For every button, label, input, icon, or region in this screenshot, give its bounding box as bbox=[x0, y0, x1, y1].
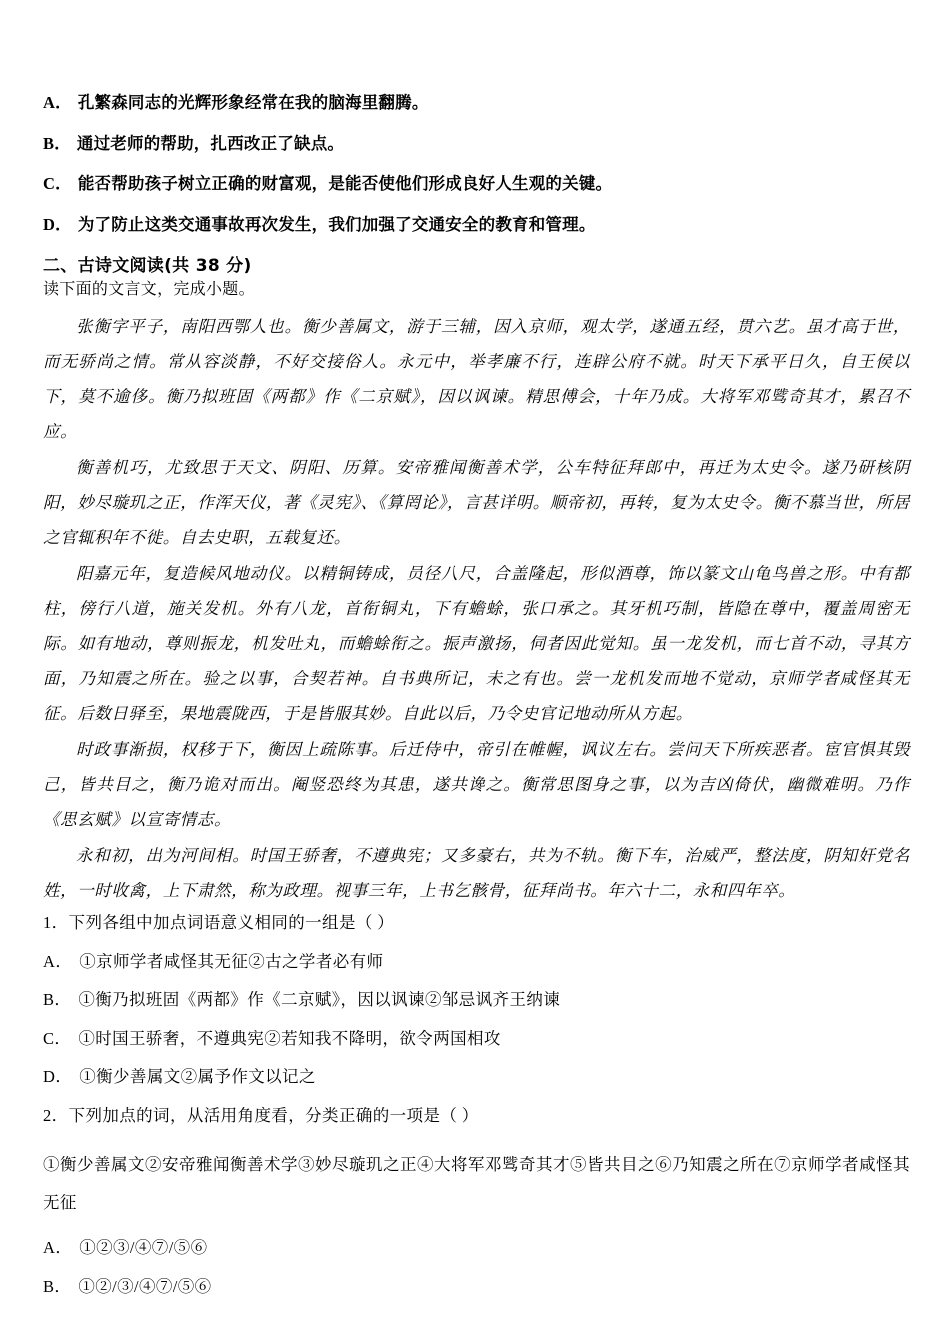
question-1 bbox=[43, 915, 910, 1086]
choice-option-d[interactable] bbox=[43, 214, 910, 234]
q2-option-a-marker: A． bbox=[43, 1238, 73, 1258]
q1-option-b-text: ①衡乃拟班固《两都》作《二京赋》，因以讽谏②邹忌讽齐王纳谏 bbox=[78, 990, 561, 1010]
question-2-option-b[interactable] bbox=[43, 1276, 910, 1296]
passage-paragraph-4: 时政事渐损，权移于下，衡因上疏陈事。后迁侍中，帝引在帷幄，讽议左右。尝问天下所疾恶者。宦官惧其毁己，皆共目之，衡乃诡对而出。阉竖恐终为其患，遂共谗之。衡常思图身之事，以为吉凶倚伏，幽微难明。乃作《思玄赋》以宣寄情志。 bbox=[43, 740, 910, 830]
q1-option-d-text: ①衡少善属文②属予作文以记之 bbox=[79, 1067, 316, 1087]
choice-a-text: 孔繁森同志的光辉形象经常在我的脑海里翻腾。 bbox=[77, 93, 429, 112]
passage-paragraph-3: 阳嘉元年，复造候风地动仪。以精铜铸成，员径八尺，合盖隆起，形似酒尊，饰以篆文山龟鸟兽之形。中有都柱，傍行八道，施关发机。外有八龙，首衔铜丸，下有蟾蜍，张口承之。其牙机巧制，皆隐在尊中，覆盖周密无际。如有地动，尊则振龙，机发吐丸，而蟾蜍衔之。振声激扬，伺者因此觉知。虽一龙发机，而七首不动，寻其方面，乃知震之所在。验之以事，合契若神。自书典所记，未之有也。尝一龙机发而地不觉动，京师学者咸怪其无征。后数日驿至，果地震陇西，于是皆服其妙。自此以后，乃令史官记地动所从方起。 bbox=[43, 564, 910, 724]
choice-b-text: 通过老师的帮助，扎西改正了缺点。 bbox=[76, 133, 345, 153]
question-1-option-a[interactable] bbox=[43, 951, 910, 971]
question-1-option-b[interactable] bbox=[43, 992, 910, 1009]
choice-option-b[interactable] bbox=[43, 133, 910, 153]
question-2-stem: 2．下列加点的词，从活用角度看，分类正确的一项是（ ） bbox=[43, 1105, 479, 1125]
q1-option-a-marker: A． bbox=[43, 951, 73, 971]
choice-option-a[interactable] bbox=[43, 95, 910, 112]
q2-option-b-text: ①②/③/④⑦/⑤⑥ bbox=[78, 1276, 212, 1296]
q1-option-c-marker: C． bbox=[43, 1028, 72, 1048]
choice-d-marker: D． bbox=[43, 214, 72, 234]
passage-paragraph-2: 衡善机巧，尤致思于天文、阴阳、历算。安帝雅闻衡善术学，公车特征拜郎中，再迁为太史令。遂乃研核阴阳，妙尽璇玑之正，作浑天仪，著《灵宪》、《算罔论》，言甚详明。顺帝初，再转，复为太史令。衡不慕当世，所居之官辄积年不徙。自去史职，五载复还。 bbox=[43, 458, 910, 548]
section-intro: 读下面的文言文，完成小题。 bbox=[43, 278, 255, 298]
q1-option-b-marker: B． bbox=[43, 990, 72, 1010]
q1-option-c-text: ①时国王骄奢，不遵典宪②若知我不降明，欲令两国相攻 bbox=[78, 1028, 501, 1048]
q2-option-b-marker: B． bbox=[43, 1276, 72, 1296]
choice-b-marker: B． bbox=[43, 133, 71, 153]
q1-option-d-marker: D． bbox=[43, 1067, 73, 1087]
passage-paragraph-5: 永和初，出为河间相。时国王骄奢，不遵典宪；又多豪右，共为不轨。衡下车，治威严，整法度，阴知奸党名姓，一时收禽，上下肃然，称为政理。视事三年，上书乞骸骨，征拜尚书。年六十二，永和四年卒。 bbox=[43, 846, 910, 901]
choice-c-text: 能否帮助孩子树立正确的财富观，是能否使他们形成良好人生观的关键。 bbox=[77, 174, 613, 193]
passage-paragraph-1: 张衡字平子，南阳西鄂人也。衡少善属文，游于三辅，因入京师，观太学，遂通五经，贯六艺。虽才高于世，而无骄尚之情。常从容淡静，不好交接俗人。永元中，举孝廉不行，连辟公府不就。时天下承平日久，自王侯以下，莫不逾侈。衡乃拟班固《两都》作《二京赋》，因以讽谏。精思傅会，十年乃成。大将军邓骘奇其才，累召不应。 bbox=[43, 317, 910, 442]
question-1-option-d[interactable] bbox=[43, 1069, 910, 1086]
question-1-option-c[interactable] bbox=[43, 1028, 910, 1048]
choice-a-marker: A． bbox=[43, 93, 72, 112]
section-heading: 二、古诗文阅读(共 38 分) bbox=[43, 256, 252, 276]
classical-passage bbox=[43, 309, 910, 908]
choice-d-text: 为了防止这类交通事故再次发生，我们加强了交通安全的教育和管理。 bbox=[77, 214, 596, 234]
choice-option-c[interactable] bbox=[43, 176, 910, 193]
question-2 bbox=[43, 1105, 910, 1296]
q1-option-a-text: ①京师学者咸怪其无征②古之学者必有师 bbox=[79, 951, 384, 971]
top-choices-block bbox=[43, 95, 910, 233]
question-2-item-list: ①衡少善属文②安帝雅闻衡善术学③妙尽璇玑之正④大将军邓骘奇其才⑤皆共目之⑥乃知震之所在⑦京师学者咸怪其无征 bbox=[43, 1155, 910, 1213]
question-2-option-a[interactable] bbox=[43, 1240, 910, 1257]
q2-option-a-text: ①②③/④⑦/⑤⑥ bbox=[79, 1238, 208, 1258]
choice-c-marker: C． bbox=[43, 174, 72, 193]
question-1-stem: 1．下列各组中加点词语意义相同的一组是（ ） bbox=[43, 913, 395, 933]
